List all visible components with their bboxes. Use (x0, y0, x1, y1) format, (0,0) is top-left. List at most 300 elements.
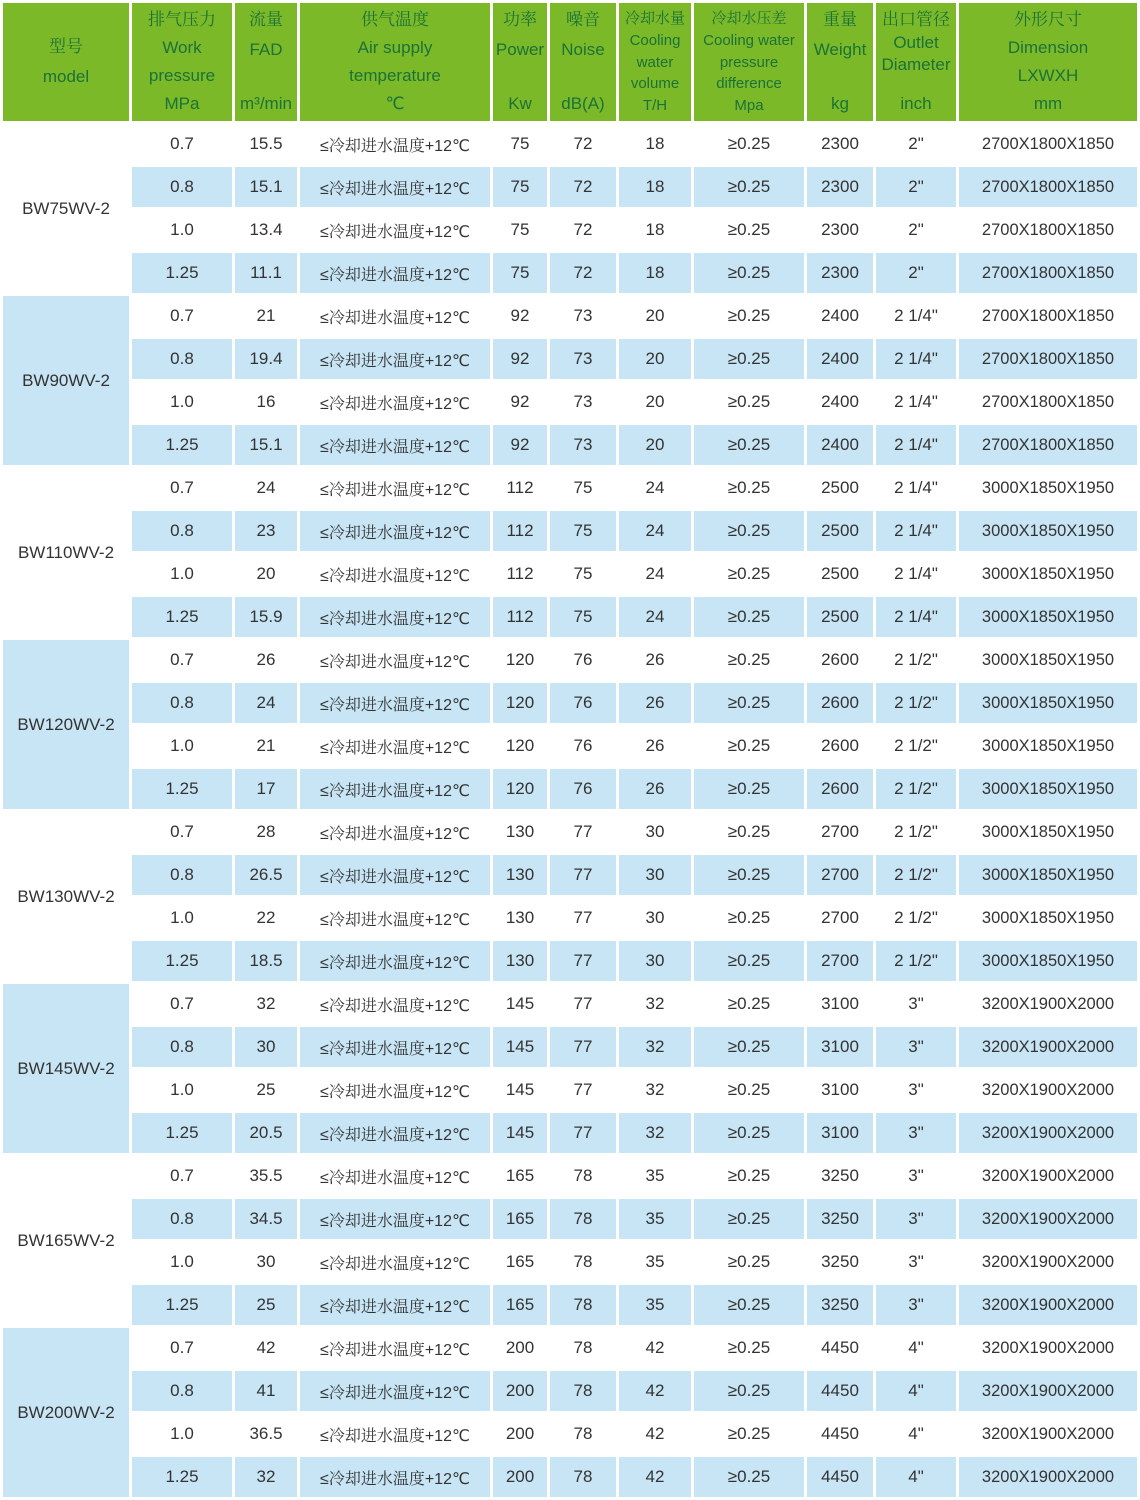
cell-cooling-water-volume: 35 (619, 1242, 691, 1282)
cell-noise: 73 (550, 296, 616, 336)
cell-cooling-water-pressure-difference: ≥0.25 (694, 812, 804, 852)
cell-noise: 75 (550, 597, 616, 637)
cell-fad: 21 (235, 296, 297, 336)
cell-outlet-diameter: 2 1/4" (876, 382, 956, 422)
cell-dimension: 3000X1850X1950 (959, 597, 1137, 637)
cell-fad: 26 (235, 640, 297, 680)
spec-row (3, 1457, 1137, 1497)
cell-fad: 11.1 (235, 253, 297, 293)
cell-weight: 3250 (807, 1285, 873, 1325)
header-line (876, 78, 956, 92)
cell-noise: 76 (550, 683, 616, 723)
header-line (235, 70, 297, 84)
cell-fad: 41 (235, 1371, 297, 1411)
cell-fad: 30 (235, 1027, 297, 1067)
cell-dimension: 3000X1850X1950 (959, 726, 1137, 766)
cell-dimension: 3200X1900X2000 (959, 1371, 1137, 1411)
cell-cooling-water-volume: 42 (619, 1371, 691, 1411)
cell-cooling-water-pressure-difference: ≥0.25 (694, 726, 804, 766)
header-line: dB(A) (561, 94, 605, 113)
cell-model: BW130WV-2 (3, 812, 129, 981)
cell-weight: 2500 (807, 597, 873, 637)
cell-air-supply-temperature: ≤冷却进水温度+12℃ (300, 167, 490, 207)
cell-dimension: 3200X1900X2000 (959, 1113, 1137, 1153)
cell-cooling-water-pressure-difference: ≥0.25 (694, 1242, 804, 1282)
cell-noise: 78 (550, 1285, 616, 1325)
cell-dimension: 3200X1900X2000 (959, 1285, 1137, 1325)
header-line: Cooling water (703, 31, 795, 49)
cell-outlet-diameter: 3" (876, 1242, 956, 1282)
cell-cooling-water-volume: 32 (619, 1070, 691, 1110)
cell-cooling-water-pressure-difference: ≥0.25 (694, 898, 804, 938)
cell-fad: 36.5 (235, 1414, 297, 1454)
cell-power: 165 (493, 1199, 547, 1239)
spec-row (3, 769, 1137, 809)
cell-cooling-water-pressure-difference: ≥0.25 (694, 984, 804, 1024)
spec-row (3, 855, 1137, 895)
col-header-weight (807, 3, 873, 121)
cell-air-supply-temperature: ≤冷却进水温度+12℃ (300, 1242, 490, 1282)
cell-work-pressure: 0.8 (132, 683, 232, 723)
cell-noise: 77 (550, 812, 616, 852)
header-line: 功率 (503, 10, 537, 29)
cell-work-pressure: 1.0 (132, 382, 232, 422)
cell-cooling-water-pressure-difference: ≥0.25 (694, 339, 804, 379)
cell-fad: 21 (235, 726, 297, 766)
spec-row (3, 1027, 1137, 1067)
cell-cooling-water-pressure-difference: ≥0.25 (694, 468, 804, 508)
cell-dimension: 3200X1900X2000 (959, 1070, 1137, 1110)
cell-work-pressure: 1.25 (132, 941, 232, 981)
cell-power: 75 (493, 124, 547, 164)
cell-power: 200 (493, 1371, 547, 1411)
cell-air-supply-temperature: ≤冷却进水温度+12℃ (300, 1156, 490, 1196)
cell-power: 200 (493, 1328, 547, 1368)
cell-fad: 35.5 (235, 1156, 297, 1196)
cell-noise: 73 (550, 425, 616, 465)
cell-power: 145 (493, 1070, 547, 1110)
header-line: 供气温度 (361, 10, 429, 29)
cell-dimension: 3000X1850X1950 (959, 812, 1137, 852)
cell-air-supply-temperature: ≤冷却进水温度+12℃ (300, 812, 490, 852)
header-line: Diameter (881, 55, 951, 74)
cell-outlet-diameter: 3" (876, 1199, 956, 1239)
cell-outlet-diameter: 2 1/2" (876, 855, 956, 895)
cell-dimension: 2700X1800X1850 (959, 425, 1137, 465)
cell-outlet-diameter: 2 1/4" (876, 511, 956, 551)
cell-outlet-diameter: 2 1/2" (876, 683, 956, 723)
header-line (550, 70, 616, 84)
cell-air-supply-temperature: ≤冷却进水温度+12℃ (300, 1027, 490, 1067)
cell-cooling-water-volume: 42 (619, 1328, 691, 1368)
cell-cooling-water-volume: 26 (619, 640, 691, 680)
cell-work-pressure: 0.7 (132, 468, 232, 508)
header-line: temperature (349, 66, 441, 85)
cell-outlet-diameter: 4" (876, 1457, 956, 1497)
cell-power: 130 (493, 855, 547, 895)
header-line: kg (831, 94, 849, 113)
cell-fad: 24 (235, 683, 297, 723)
cell-cooling-water-volume: 24 (619, 468, 691, 508)
cell-air-supply-temperature: ≤冷却进水温度+12℃ (300, 124, 490, 164)
cell-cooling-water-volume: 18 (619, 210, 691, 250)
cell-cooling-water-pressure-difference: ≥0.25 (694, 1371, 804, 1411)
cell-air-supply-temperature: ≤冷却进水温度+12℃ (300, 468, 490, 508)
header-line: ℃ (385, 94, 405, 113)
cell-weight: 2700 (807, 941, 873, 981)
cell-noise: 77 (550, 1113, 616, 1153)
spec-row (3, 812, 1137, 852)
cell-dimension: 3200X1900X2000 (959, 1027, 1137, 1067)
cell-work-pressure: 1.0 (132, 726, 232, 766)
cell-outlet-diameter: 2 1/2" (876, 898, 956, 938)
header-row (3, 3, 1137, 121)
cell-noise: 78 (550, 1156, 616, 1196)
cell-model: BW110WV-2 (3, 468, 129, 637)
cell-weight: 2600 (807, 769, 873, 809)
cell-power: 75 (493, 210, 547, 250)
header-line: FAD (249, 40, 283, 59)
cell-power: 145 (493, 1027, 547, 1067)
cell-noise: 75 (550, 511, 616, 551)
cell-cooling-water-pressure-difference: ≥0.25 (694, 253, 804, 293)
col-header-work-pressure (132, 3, 232, 121)
cell-fad: 30 (235, 1242, 297, 1282)
cell-power: 75 (493, 253, 547, 293)
cell-work-pressure: 0.7 (132, 1156, 232, 1196)
cell-cooling-water-volume: 24 (619, 597, 691, 637)
cell-air-supply-temperature: ≤冷却进水温度+12℃ (300, 1328, 490, 1368)
cell-weight: 2300 (807, 167, 873, 207)
cell-fad: 13.4 (235, 210, 297, 250)
cell-power: 200 (493, 1414, 547, 1454)
cell-outlet-diameter: 4" (876, 1414, 956, 1454)
cell-dimension: 3000X1850X1950 (959, 468, 1137, 508)
cell-power: 165 (493, 1242, 547, 1282)
cell-fad: 32 (235, 984, 297, 1024)
cell-fad: 42 (235, 1328, 297, 1368)
cell-power: 92 (493, 382, 547, 422)
header-line: 型号 (49, 37, 83, 56)
cell-fad: 15.1 (235, 167, 297, 207)
cell-power: 112 (493, 511, 547, 551)
cell-air-supply-temperature: ≤冷却进水温度+12℃ (300, 425, 490, 465)
spec-row (3, 339, 1137, 379)
cell-fad: 25 (235, 1285, 297, 1325)
cell-work-pressure: 0.7 (132, 640, 232, 680)
cell-outlet-diameter: 2 1/2" (876, 812, 956, 852)
header-line (807, 70, 873, 84)
cell-weight: 4450 (807, 1328, 873, 1368)
header-line: 出口管径 (882, 10, 950, 29)
cell-cooling-water-pressure-difference: ≥0.25 (694, 296, 804, 336)
header-line: Kw (508, 94, 532, 113)
cell-cooling-water-volume: 30 (619, 941, 691, 981)
cell-weight: 3100 (807, 1113, 873, 1153)
header-line: Mpa (734, 97, 764, 114)
cell-weight: 2700 (807, 898, 873, 938)
cell-dimension: 3200X1900X2000 (959, 1457, 1137, 1497)
cell-dimension: 3000X1850X1950 (959, 769, 1137, 809)
cell-air-supply-temperature: ≤冷却进水温度+12℃ (300, 1199, 490, 1239)
cell-air-supply-temperature: ≤冷却进水温度+12℃ (300, 296, 490, 336)
cell-dimension: 3000X1850X1950 (959, 554, 1137, 594)
cell-work-pressure: 0.8 (132, 511, 232, 551)
col-header-noise (550, 3, 616, 121)
cell-outlet-diameter: 3" (876, 1027, 956, 1067)
cell-fad: 16 (235, 382, 297, 422)
cell-power: 120 (493, 640, 547, 680)
cell-air-supply-temperature: ≤冷却进水温度+12℃ (300, 382, 490, 422)
header-line: volume (630, 75, 680, 93)
cell-fad: 17 (235, 769, 297, 809)
cell-dimension: 2700X1800X1850 (959, 382, 1137, 422)
header-line: 噪音 (566, 10, 600, 29)
cell-model: BW90WV-2 (3, 296, 129, 465)
cell-cooling-water-volume: 18 (619, 167, 691, 207)
spec-row (3, 382, 1137, 422)
cell-cooling-water-pressure-difference: ≥0.25 (694, 511, 804, 551)
cell-weight: 4450 (807, 1457, 873, 1497)
cell-cooling-water-volume: 20 (619, 296, 691, 336)
cell-work-pressure: 0.7 (132, 124, 232, 164)
header-line: Power (495, 40, 545, 59)
cell-outlet-diameter: 3" (876, 1156, 956, 1196)
cell-cooling-water-volume: 20 (619, 339, 691, 379)
cell-cooling-water-volume: 24 (619, 554, 691, 594)
cell-power: 130 (493, 941, 547, 981)
cell-work-pressure: 1.25 (132, 253, 232, 293)
spec-row (3, 511, 1137, 551)
cell-power: 165 (493, 1285, 547, 1325)
header-line: 重量 (823, 10, 857, 29)
cell-dimension: 3000X1850X1950 (959, 941, 1137, 981)
col-header-dimension (959, 3, 1137, 121)
cell-power: 92 (493, 296, 547, 336)
cell-cooling-water-volume: 42 (619, 1414, 691, 1454)
spec-row (3, 1414, 1137, 1454)
cell-cooling-water-pressure-difference: ≥0.25 (694, 769, 804, 809)
cell-cooling-water-pressure-difference: ≥0.25 (694, 1156, 804, 1196)
cell-work-pressure: 0.8 (132, 1199, 232, 1239)
header-line: Weight (813, 40, 867, 59)
cell-cooling-water-pressure-difference: ≥0.25 (694, 1457, 804, 1497)
cell-outlet-diameter: 2 1/4" (876, 425, 956, 465)
cell-work-pressure: 1.0 (132, 554, 232, 594)
cell-outlet-diameter: 3" (876, 984, 956, 1024)
header-line: Outlet (893, 32, 939, 52)
cell-noise: 73 (550, 382, 616, 422)
cell-work-pressure: 1.25 (132, 597, 232, 637)
cell-outlet-diameter: 2 1/4" (876, 296, 956, 336)
spec-row (3, 210, 1137, 250)
cell-cooling-water-volume: 35 (619, 1199, 691, 1239)
col-header-fad (235, 3, 297, 121)
cell-outlet-diameter: 2 1/4" (876, 468, 956, 508)
cell-power: 92 (493, 339, 547, 379)
cell-power: 200 (493, 1457, 547, 1497)
cell-air-supply-temperature: ≤冷却进水温度+12℃ (300, 683, 490, 723)
cell-noise: 72 (550, 167, 616, 207)
cell-cooling-water-pressure-difference: ≥0.25 (694, 1328, 804, 1368)
cell-work-pressure: 0.7 (132, 984, 232, 1024)
cell-model: BW75WV-2 (3, 124, 129, 293)
cell-power: 145 (493, 984, 547, 1024)
cell-cooling-water-volume: 26 (619, 769, 691, 809)
spec-row (3, 984, 1137, 1024)
header-line: difference (716, 75, 782, 93)
cell-fad: 15.5 (235, 124, 297, 164)
cell-outlet-diameter: 2 1/4" (876, 597, 956, 637)
cell-weight: 4450 (807, 1414, 873, 1454)
cell-weight: 2500 (807, 511, 873, 551)
cell-dimension: 2700X1800X1850 (959, 253, 1137, 293)
cell-weight: 3100 (807, 1027, 873, 1067)
cell-cooling-water-pressure-difference: ≥0.25 (694, 1113, 804, 1153)
cell-air-supply-temperature: ≤冷却进水温度+12℃ (300, 1113, 490, 1153)
cell-noise: 73 (550, 339, 616, 379)
cell-dimension: 3200X1900X2000 (959, 1242, 1137, 1282)
col-header-air-supply-temperature (300, 3, 490, 121)
spec-row (3, 124, 1137, 164)
cell-weight: 2400 (807, 296, 873, 336)
cell-fad: 26.5 (235, 855, 297, 895)
cell-cooling-water-pressure-difference: ≥0.25 (694, 855, 804, 895)
cell-dimension: 2700X1800X1850 (959, 124, 1137, 164)
cell-cooling-water-pressure-difference: ≥0.25 (694, 124, 804, 164)
header-line: Cooling (629, 31, 681, 49)
cell-work-pressure: 1.25 (132, 425, 232, 465)
cell-air-supply-temperature: ≤冷却进水温度+12℃ (300, 210, 490, 250)
cell-power: 130 (493, 898, 547, 938)
cell-outlet-diameter: 2 1/4" (876, 339, 956, 379)
header-line: m³/min (240, 94, 292, 113)
cell-weight: 3250 (807, 1242, 873, 1282)
cell-noise: 78 (550, 1457, 616, 1497)
header-line: pressure (719, 53, 779, 71)
cell-weight: 2300 (807, 124, 873, 164)
cell-work-pressure: 0.7 (132, 1328, 232, 1368)
cell-cooling-water-volume: 42 (619, 1457, 691, 1497)
cell-work-pressure: 1.25 (132, 1285, 232, 1325)
cell-cooling-water-pressure-difference: ≥0.25 (694, 640, 804, 680)
cell-cooling-water-volume: 35 (619, 1285, 691, 1325)
cell-work-pressure: 0.8 (132, 167, 232, 207)
spec-row (3, 898, 1137, 938)
cell-noise: 78 (550, 1242, 616, 1282)
cell-work-pressure: 0.7 (132, 812, 232, 852)
cell-power: 120 (493, 683, 547, 723)
cell-air-supply-temperature: ≤冷却进水温度+12℃ (300, 554, 490, 594)
cell-dimension: 2700X1800X1850 (959, 210, 1137, 250)
cell-dimension: 3200X1900X2000 (959, 1156, 1137, 1196)
cell-cooling-water-pressure-difference: ≥0.25 (694, 210, 804, 250)
cell-weight: 2700 (807, 855, 873, 895)
cell-power: 75 (493, 167, 547, 207)
cell-dimension: 2700X1800X1850 (959, 339, 1137, 379)
header-line: Air supply (357, 38, 433, 57)
cell-noise: 77 (550, 1070, 616, 1110)
cell-air-supply-temperature: ≤冷却进水温度+12℃ (300, 511, 490, 551)
cell-noise: 78 (550, 1414, 616, 1454)
spec-row (3, 1328, 1137, 1368)
cell-fad: 28 (235, 812, 297, 852)
cell-air-supply-temperature: ≤冷却进水温度+12℃ (300, 640, 490, 680)
cell-weight: 2400 (807, 382, 873, 422)
cell-cooling-water-volume: 32 (619, 984, 691, 1024)
cell-weight: 2500 (807, 468, 873, 508)
cell-outlet-diameter: 2" (876, 124, 956, 164)
spec-row (3, 1199, 1137, 1239)
cell-power: 120 (493, 769, 547, 809)
cell-cooling-water-volume: 32 (619, 1113, 691, 1153)
cell-cooling-water-pressure-difference: ≥0.25 (694, 1285, 804, 1325)
cell-cooling-water-volume: 18 (619, 253, 691, 293)
cell-air-supply-temperature: ≤冷却进水温度+12℃ (300, 1457, 490, 1497)
cell-cooling-water-pressure-difference: ≥0.25 (694, 382, 804, 422)
cell-work-pressure: 1.0 (132, 1414, 232, 1454)
cell-outlet-diameter: 3" (876, 1285, 956, 1325)
cell-weight: 3250 (807, 1199, 873, 1239)
cell-noise: 77 (550, 941, 616, 981)
cell-cooling-water-pressure-difference: ≥0.25 (694, 683, 804, 723)
header-line: model (42, 67, 90, 86)
spec-row (3, 1371, 1137, 1411)
cell-cooling-water-volume: 30 (619, 855, 691, 895)
header-line: T/H (642, 97, 668, 114)
cell-cooling-water-pressure-difference: ≥0.25 (694, 941, 804, 981)
header-line: 冷却水量 (624, 10, 685, 27)
cell-weight: 3250 (807, 1156, 873, 1196)
cell-model: BW120WV-2 (3, 640, 129, 809)
cell-cooling-water-pressure-difference: ≥0.25 (694, 597, 804, 637)
cell-outlet-diameter: 2" (876, 253, 956, 293)
cell-work-pressure: 1.0 (132, 210, 232, 250)
cell-cooling-water-pressure-difference: ≥0.25 (694, 1070, 804, 1110)
spec-row (3, 1242, 1137, 1282)
spec-row (3, 941, 1137, 981)
header-line: MPa (164, 94, 200, 113)
spec-row (3, 1113, 1137, 1153)
spec-row (3, 597, 1137, 637)
spec-row (3, 296, 1137, 336)
cell-noise: 76 (550, 640, 616, 680)
header-line: 外形尺寸 (1014, 10, 1082, 29)
cell-dimension: 2700X1800X1850 (959, 167, 1137, 207)
cell-work-pressure: 0.7 (132, 296, 232, 336)
spec-row (3, 167, 1137, 207)
col-header-power (493, 3, 547, 121)
col-header-model (3, 3, 129, 121)
cell-weight: 4450 (807, 1371, 873, 1411)
cell-air-supply-temperature: ≤冷却进水温度+12℃ (300, 1414, 490, 1454)
cell-dimension: 3000X1850X1950 (959, 683, 1137, 723)
cell-air-supply-temperature: ≤冷却进水温度+12℃ (300, 984, 490, 1024)
cell-air-supply-temperature: ≤冷却进水温度+12℃ (300, 1285, 490, 1325)
cell-air-supply-temperature: ≤冷却进水温度+12℃ (300, 941, 490, 981)
cell-noise: 76 (550, 726, 616, 766)
cell-dimension: 2700X1800X1850 (959, 296, 1137, 336)
cell-air-supply-temperature: ≤冷却进水温度+12℃ (300, 726, 490, 766)
header-line (493, 70, 547, 84)
col-header-cooling-water-pressure-difference (694, 3, 804, 121)
cell-model: BW200WV-2 (3, 1328, 129, 1497)
cell-noise: 78 (550, 1371, 616, 1411)
header-line: 流量 (249, 10, 283, 29)
cell-fad: 20.5 (235, 1113, 297, 1153)
cell-noise: 75 (550, 554, 616, 594)
cell-cooling-water-volume: 18 (619, 124, 691, 164)
